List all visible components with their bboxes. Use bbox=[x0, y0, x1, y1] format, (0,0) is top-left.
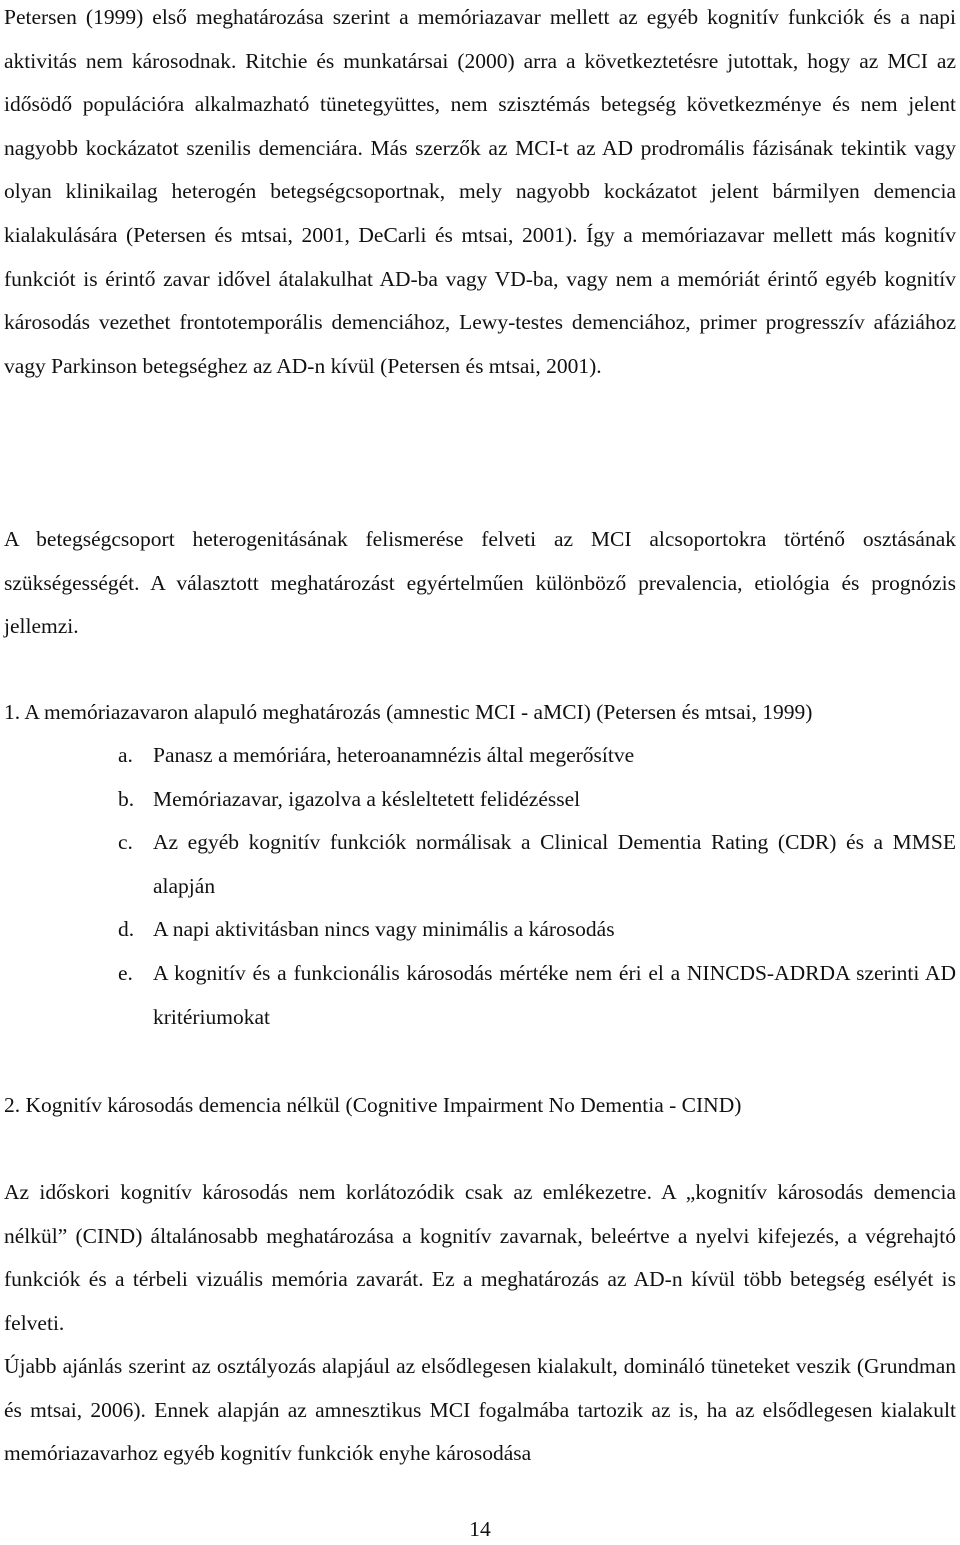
amci-criteria-list bbox=[4, 734, 956, 1039]
paragraph-heterogeneity: A betegségcsoport heterogenitásának felismerése felveti az MCI alcsoportokra történő osztásának szükségességét. A választott meghatározást egyértelműen különböző prevalencia, etiológia és prognózis jellemzi. bbox=[4, 527, 956, 639]
paragraph-cind: Az időskori kognitív károsodás nem korlátozódik csak az emlékezetre. A „kognitív károsodás demencia nélkül” (CIND) általánosabb meghatározása a kognitív zavarnak, beleértve a nyelvi kifejezés, a végrehajtó funkciók és a térbeli vizuális memória zavarát. Ez a meghatározás az AD-n kívül több betegség esélyét is felveti. bbox=[4, 1180, 956, 1335]
section-heading-amci: 1. A memóriazavaron alapuló meghatározás (amnestic MCI - aMCI) (Petersen és mtsai, 1999) bbox=[4, 700, 813, 724]
paragraph-petersen-definition: Petersen (1999) első meghatározása szerint a memóriazavar mellett az egyéb kognitív funkciók és a napi aktivitás nem károsodnak. Ritchie és munkatársai (2000) arra a következtetésre jutottak, hogy az MCI az idősödő populációra alkalmazható tünetegyüttes, nem szisztémás betegség következménye és nem jelent nagyobb kockázatot szenilis demenciára. Más szerzők az MCI-t az AD prodromális fázisának tekintik vagy olyan klinikailag heterogén betegségcsoportnak, mely nagyobb kockázatot jelent bármilyen demencia kialakulására (Petersen és mtsai, 2001, DeCarli és mtsai, 2001). Így a memóriazavar mellett más kognitív funkciót is érintő zavar idővel átalakulhat AD-ba vagy VD-ba, vagy nem a memóriát érintő egyéb kognitív károsodás vezethet frontotemporális demenciához, Lewy-testes demenciához, primer progresszív afáziához vagy Parkinson betegséghez az AD-n kívül (Petersen és mtsai, 2001). bbox=[4, 5, 956, 378]
list-item-text: A napi aktivitásban nincs vagy minimális a károsodás bbox=[153, 917, 615, 942]
list-marker: a. bbox=[118, 743, 133, 767]
list-item-text: A kognitív és a funkcionális károsodás mértéke nem éri el a NINCDS-ADRDA szerinti AD kritériumokat bbox=[153, 960, 956, 1029]
list-item-text: Memóriazavar, igazolva a késleltetett felidézéssel bbox=[153, 786, 581, 811]
list-item bbox=[4, 952, 956, 1039]
list-item bbox=[4, 908, 956, 952]
page-number: 14 bbox=[469, 1517, 491, 1541]
section-heading-cind: 2. Kognitív károsodás demencia nélkül (Cognitive Impairment No Dementia - CIND) bbox=[4, 1093, 742, 1117]
list-item bbox=[4, 778, 956, 822]
list-item bbox=[4, 734, 956, 778]
list-marker: d. bbox=[118, 917, 135, 942]
list-marker: c. bbox=[118, 830, 133, 855]
list-marker: b. bbox=[118, 786, 135, 811]
paragraph-recommendation: Újabb ajánlás szerint az osztályozás alapjául az elsődlegesen kialakult, domináló tüneteket veszik (Grundman és mtsai, 2006). Ennek alapján az amnesztikus MCI fogalmába tartozik az is, ha az elsődlegesen kialakult memóriazavarhoz egyéb kognitív funkciók enyhe károsodása bbox=[4, 1354, 956, 1466]
list-marker: e. bbox=[118, 960, 133, 985]
list-item-text: Panasz a memóriára, heteroanamnézis által megerősítve bbox=[153, 743, 635, 767]
list-item bbox=[4, 821, 956, 908]
list-item-text: Az egyéb kognitív funkciók normálisak a Clinical Dementia Rating (CDR) és a MMSE alapján bbox=[153, 830, 956, 898]
